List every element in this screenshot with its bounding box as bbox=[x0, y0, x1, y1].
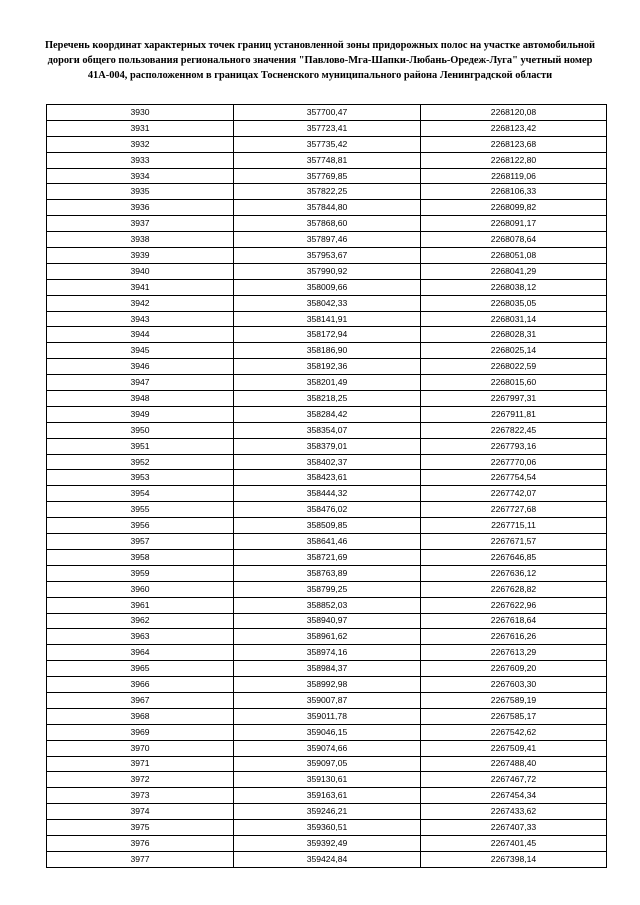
x-coordinate-cell: 359046,15 bbox=[234, 724, 421, 740]
y-coordinate-cell: 2268091,17 bbox=[421, 216, 607, 232]
table-row bbox=[47, 311, 607, 327]
point-number-cell: 3959 bbox=[47, 565, 234, 581]
x-coordinate-cell: 359424,84 bbox=[234, 851, 421, 867]
y-coordinate-cell: 2267603,30 bbox=[421, 677, 607, 693]
point-number-cell: 3932 bbox=[47, 136, 234, 152]
y-coordinate-cell: 2267911,81 bbox=[421, 406, 607, 422]
y-coordinate-cell: 2267609,20 bbox=[421, 661, 607, 677]
y-coordinate-cell: 2267628,82 bbox=[421, 581, 607, 597]
point-number-cell: 3949 bbox=[47, 406, 234, 422]
y-coordinate-cell: 2268106,33 bbox=[421, 184, 607, 200]
table-row bbox=[47, 263, 607, 279]
table-row bbox=[47, 216, 607, 232]
point-number-cell: 3940 bbox=[47, 263, 234, 279]
y-coordinate-cell: 2267467,72 bbox=[421, 772, 607, 788]
x-coordinate-cell: 357953,67 bbox=[234, 248, 421, 264]
point-number-cell: 3930 bbox=[47, 105, 234, 121]
x-coordinate-cell: 358379,01 bbox=[234, 438, 421, 454]
x-coordinate-cell: 358423,61 bbox=[234, 470, 421, 486]
point-number-cell: 3968 bbox=[47, 708, 234, 724]
point-number-cell: 3951 bbox=[47, 438, 234, 454]
point-number-cell: 3934 bbox=[47, 168, 234, 184]
y-coordinate-cell: 2267454,34 bbox=[421, 788, 607, 804]
x-coordinate-cell: 358509,85 bbox=[234, 518, 421, 534]
table-row bbox=[47, 502, 607, 518]
x-coordinate-cell: 358476,02 bbox=[234, 502, 421, 518]
point-number-cell: 3948 bbox=[47, 391, 234, 407]
point-number-cell: 3976 bbox=[47, 835, 234, 851]
x-coordinate-cell: 358009,66 bbox=[234, 279, 421, 295]
y-coordinate-cell: 2267488,40 bbox=[421, 756, 607, 772]
y-coordinate-cell: 2267589,19 bbox=[421, 692, 607, 708]
table-row bbox=[47, 248, 607, 264]
coordinates-table-body bbox=[47, 105, 607, 868]
document-title: Перечень координат характерных точек границ установленной зоны придорожных полос на участке автомобильной дороги общего пользования регионального значения "Павлово-Мга-Шапки-Любань-Оредеж-Луга" учетный номер 41А-004, расположенном в границах Тосненского муниципального района Ленинградской области bbox=[44, 40, 596, 81]
table-row bbox=[47, 708, 607, 724]
table-row bbox=[47, 359, 607, 375]
y-coordinate-cell: 2268025,14 bbox=[421, 343, 607, 359]
point-number-cell: 3969 bbox=[47, 724, 234, 740]
y-coordinate-cell: 2267671,57 bbox=[421, 534, 607, 550]
x-coordinate-cell: 358354,07 bbox=[234, 422, 421, 438]
y-coordinate-cell: 2267622,96 bbox=[421, 597, 607, 613]
y-coordinate-cell: 2267742,07 bbox=[421, 486, 607, 502]
y-coordinate-cell: 2268015,60 bbox=[421, 375, 607, 391]
point-number-cell: 3963 bbox=[47, 629, 234, 645]
y-coordinate-cell: 2268051,08 bbox=[421, 248, 607, 264]
y-coordinate-cell: 2268041,29 bbox=[421, 263, 607, 279]
table-row bbox=[47, 820, 607, 836]
table-row bbox=[47, 454, 607, 470]
point-number-cell: 3952 bbox=[47, 454, 234, 470]
table-row bbox=[47, 756, 607, 772]
table-row bbox=[47, 851, 607, 867]
y-coordinate-cell: 2268038,12 bbox=[421, 279, 607, 295]
table-row bbox=[47, 581, 607, 597]
y-coordinate-cell: 2267727,68 bbox=[421, 502, 607, 518]
y-coordinate-cell: 2267770,06 bbox=[421, 454, 607, 470]
y-coordinate-cell: 2267646,85 bbox=[421, 549, 607, 565]
x-coordinate-cell: 358192,36 bbox=[234, 359, 421, 375]
x-coordinate-cell: 358141,91 bbox=[234, 311, 421, 327]
x-coordinate-cell: 358961,62 bbox=[234, 629, 421, 645]
x-coordinate-cell: 359074,66 bbox=[234, 740, 421, 756]
table-row bbox=[47, 772, 607, 788]
y-coordinate-cell: 2268119,06 bbox=[421, 168, 607, 184]
x-coordinate-cell: 359392,49 bbox=[234, 835, 421, 851]
x-coordinate-cell: 359163,61 bbox=[234, 788, 421, 804]
table-row bbox=[47, 200, 607, 216]
table-row bbox=[47, 629, 607, 645]
point-number-cell: 3942 bbox=[47, 295, 234, 311]
y-coordinate-cell: 2267542,62 bbox=[421, 724, 607, 740]
x-coordinate-cell: 358444,32 bbox=[234, 486, 421, 502]
point-number-cell: 3966 bbox=[47, 677, 234, 693]
table-row bbox=[47, 375, 607, 391]
point-number-cell: 3967 bbox=[47, 692, 234, 708]
point-number-cell: 3937 bbox=[47, 216, 234, 232]
y-coordinate-cell: 2268078,64 bbox=[421, 232, 607, 248]
point-number-cell: 3971 bbox=[47, 756, 234, 772]
x-coordinate-cell: 357868,60 bbox=[234, 216, 421, 232]
table-row bbox=[47, 152, 607, 168]
x-coordinate-cell: 358984,37 bbox=[234, 661, 421, 677]
point-number-cell: 3970 bbox=[47, 740, 234, 756]
point-number-cell: 3957 bbox=[47, 534, 234, 550]
y-coordinate-cell: 2267636,12 bbox=[421, 565, 607, 581]
point-number-cell: 3964 bbox=[47, 645, 234, 661]
table-row bbox=[47, 184, 607, 200]
x-coordinate-cell: 358974,16 bbox=[234, 645, 421, 661]
y-coordinate-cell: 2268120,08 bbox=[421, 105, 607, 121]
point-number-cell: 3955 bbox=[47, 502, 234, 518]
x-coordinate-cell: 359007,87 bbox=[234, 692, 421, 708]
table-row bbox=[47, 788, 607, 804]
x-coordinate-cell: 358402,37 bbox=[234, 454, 421, 470]
point-number-cell: 3962 bbox=[47, 613, 234, 629]
point-number-cell: 3961 bbox=[47, 597, 234, 613]
x-coordinate-cell: 358201,49 bbox=[234, 375, 421, 391]
point-number-cell: 3974 bbox=[47, 804, 234, 820]
table-row bbox=[47, 136, 607, 152]
x-coordinate-cell: 357748,81 bbox=[234, 152, 421, 168]
point-number-cell: 3946 bbox=[47, 359, 234, 375]
x-coordinate-cell: 358852,03 bbox=[234, 597, 421, 613]
x-coordinate-cell: 357844,80 bbox=[234, 200, 421, 216]
y-coordinate-cell: 2267616,26 bbox=[421, 629, 607, 645]
point-number-cell: 3936 bbox=[47, 200, 234, 216]
x-coordinate-cell: 358284,42 bbox=[234, 406, 421, 422]
point-number-cell: 3953 bbox=[47, 470, 234, 486]
point-number-cell: 3947 bbox=[47, 375, 234, 391]
table-row bbox=[47, 470, 607, 486]
point-number-cell: 3975 bbox=[47, 820, 234, 836]
point-number-cell: 3935 bbox=[47, 184, 234, 200]
y-coordinate-cell: 2267715,11 bbox=[421, 518, 607, 534]
x-coordinate-cell: 357723,41 bbox=[234, 120, 421, 136]
table-row bbox=[47, 597, 607, 613]
x-coordinate-cell: 359097,05 bbox=[234, 756, 421, 772]
table-row bbox=[47, 740, 607, 756]
x-coordinate-cell: 359011,78 bbox=[234, 708, 421, 724]
table-row bbox=[47, 518, 607, 534]
y-coordinate-cell: 2267401,45 bbox=[421, 835, 607, 851]
y-coordinate-cell: 2267585,17 bbox=[421, 708, 607, 724]
y-coordinate-cell: 2267613,29 bbox=[421, 645, 607, 661]
y-coordinate-cell: 2268031,14 bbox=[421, 311, 607, 327]
point-number-cell: 3956 bbox=[47, 518, 234, 534]
y-coordinate-cell: 2267433,62 bbox=[421, 804, 607, 820]
x-coordinate-cell: 359360,51 bbox=[234, 820, 421, 836]
table-row bbox=[47, 343, 607, 359]
point-number-cell: 3941 bbox=[47, 279, 234, 295]
x-coordinate-cell: 357735,42 bbox=[234, 136, 421, 152]
point-number-cell: 3977 bbox=[47, 851, 234, 867]
table-row bbox=[47, 279, 607, 295]
y-coordinate-cell: 2267618,64 bbox=[421, 613, 607, 629]
x-coordinate-cell: 358763,89 bbox=[234, 565, 421, 581]
point-number-cell: 3933 bbox=[47, 152, 234, 168]
y-coordinate-cell: 2267509,41 bbox=[421, 740, 607, 756]
table-row bbox=[47, 534, 607, 550]
y-coordinate-cell: 2268028,31 bbox=[421, 327, 607, 343]
y-coordinate-cell: 2267822,45 bbox=[421, 422, 607, 438]
x-coordinate-cell: 357822,25 bbox=[234, 184, 421, 200]
coordinates-table bbox=[46, 104, 607, 868]
y-coordinate-cell: 2268035,05 bbox=[421, 295, 607, 311]
table-row bbox=[47, 724, 607, 740]
x-coordinate-cell: 358042,33 bbox=[234, 295, 421, 311]
x-coordinate-cell: 358186,90 bbox=[234, 343, 421, 359]
x-coordinate-cell: 358992,98 bbox=[234, 677, 421, 693]
point-number-cell: 3950 bbox=[47, 422, 234, 438]
x-coordinate-cell: 357990,92 bbox=[234, 263, 421, 279]
table-row bbox=[47, 105, 607, 121]
table-row bbox=[47, 486, 607, 502]
x-coordinate-cell: 359130,61 bbox=[234, 772, 421, 788]
y-coordinate-cell: 2268099,82 bbox=[421, 200, 607, 216]
table-row bbox=[47, 645, 607, 661]
table-row bbox=[47, 327, 607, 343]
x-coordinate-cell: 358799,25 bbox=[234, 581, 421, 597]
point-number-cell: 3944 bbox=[47, 327, 234, 343]
y-coordinate-cell: 2267407,33 bbox=[421, 820, 607, 836]
x-coordinate-cell: 358641,46 bbox=[234, 534, 421, 550]
x-coordinate-cell: 358218,25 bbox=[234, 391, 421, 407]
y-coordinate-cell: 2267997,31 bbox=[421, 391, 607, 407]
table-row bbox=[47, 565, 607, 581]
table-row bbox=[47, 835, 607, 851]
x-coordinate-cell: 359246,21 bbox=[234, 804, 421, 820]
point-number-cell: 3960 bbox=[47, 581, 234, 597]
point-number-cell: 3972 bbox=[47, 772, 234, 788]
y-coordinate-cell: 2268123,42 bbox=[421, 120, 607, 136]
x-coordinate-cell: 358172,94 bbox=[234, 327, 421, 343]
x-coordinate-cell: 358940,97 bbox=[234, 613, 421, 629]
table-row bbox=[47, 406, 607, 422]
table-row bbox=[47, 804, 607, 820]
point-number-cell: 3954 bbox=[47, 486, 234, 502]
x-coordinate-cell: 357897,46 bbox=[234, 232, 421, 248]
table-row bbox=[47, 120, 607, 136]
x-coordinate-cell: 357700,47 bbox=[234, 105, 421, 121]
y-coordinate-cell: 2267398,14 bbox=[421, 851, 607, 867]
point-number-cell: 3938 bbox=[47, 232, 234, 248]
table-row bbox=[47, 438, 607, 454]
table-row bbox=[47, 295, 607, 311]
table-row bbox=[47, 613, 607, 629]
point-number-cell: 3943 bbox=[47, 311, 234, 327]
y-coordinate-cell: 2268122,80 bbox=[421, 152, 607, 168]
table-row bbox=[47, 692, 607, 708]
table-row bbox=[47, 677, 607, 693]
y-coordinate-cell: 2267754,54 bbox=[421, 470, 607, 486]
point-number-cell: 3973 bbox=[47, 788, 234, 804]
point-number-cell: 3931 bbox=[47, 120, 234, 136]
x-coordinate-cell: 358721,69 bbox=[234, 549, 421, 565]
point-number-cell: 3958 bbox=[47, 549, 234, 565]
y-coordinate-cell: 2267793,16 bbox=[421, 438, 607, 454]
x-coordinate-cell: 357769,85 bbox=[234, 168, 421, 184]
table-row bbox=[47, 391, 607, 407]
y-coordinate-cell: 2268022,59 bbox=[421, 359, 607, 375]
table-row bbox=[47, 661, 607, 677]
table-row bbox=[47, 168, 607, 184]
point-number-cell: 3945 bbox=[47, 343, 234, 359]
point-number-cell: 3939 bbox=[47, 248, 234, 264]
point-number-cell: 3965 bbox=[47, 661, 234, 677]
table-row bbox=[47, 232, 607, 248]
table-row bbox=[47, 549, 607, 565]
y-coordinate-cell: 2268123,68 bbox=[421, 136, 607, 152]
table-row bbox=[47, 422, 607, 438]
